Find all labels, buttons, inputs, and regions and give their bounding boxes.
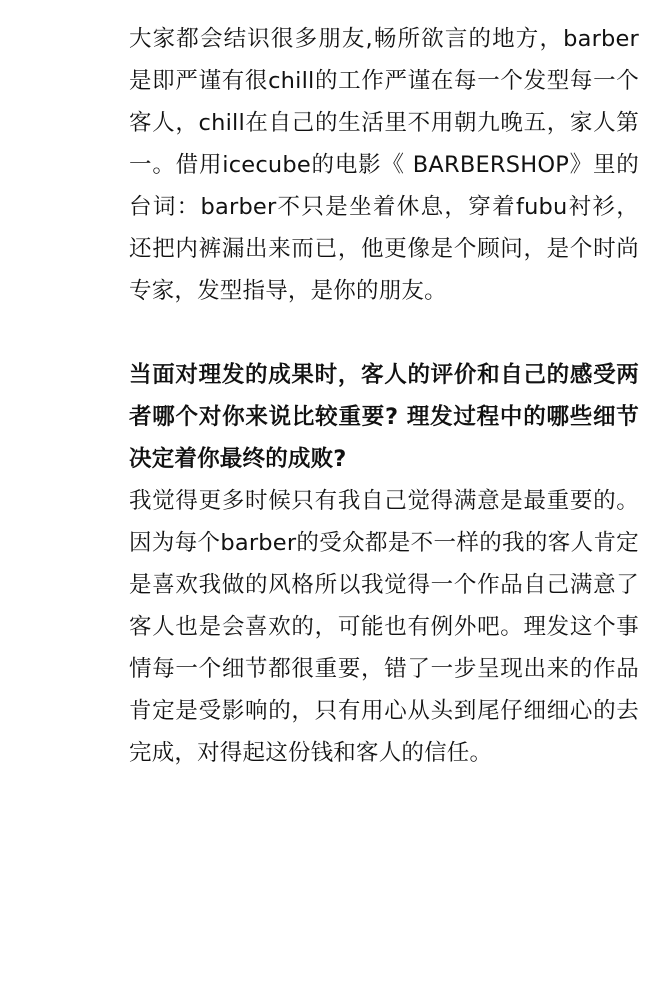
answer-paragraph: 我觉得更多时候只有我自己觉得满意是最重要的。因为每个barber的受众都是不一样的我的客人肯定是喜欢我做的风格所以我觉得一个作品自己满意了客人也是会喜欢的，可能也有例外吧。理发这个事情每一个细节都很重要，错了一步呈现出来的作品肯定是受影响的，只有用心从头到尾仔细细心的去完成，对得起这份钱和客人的信任。 bbox=[129, 488, 639, 766]
answer-paragraph: 大家都会结识很多朋友,畅所欲言的地方，barber是即严谨有很chill的工作严谨在每一个发型每一个客人，chill在自己的生活里不用朝九晚五，家人第一。借用icecube的电影《 BARBERSHOP》里的台词：barber不只是坐着休息，穿着fubu衬衫，还把内裤漏出来而已，他更像是个顾问，是个时尚专家，发型指导，是你的朋友。 bbox=[129, 26, 639, 304]
interview-question: 当面对理发的成果时，客人的评价和自己的感受两者哪个对你来说比较重要? 理发过程中的哪些细节决定着你最终的成败? bbox=[129, 362, 639, 472]
article-body bbox=[129, 18, 639, 774]
